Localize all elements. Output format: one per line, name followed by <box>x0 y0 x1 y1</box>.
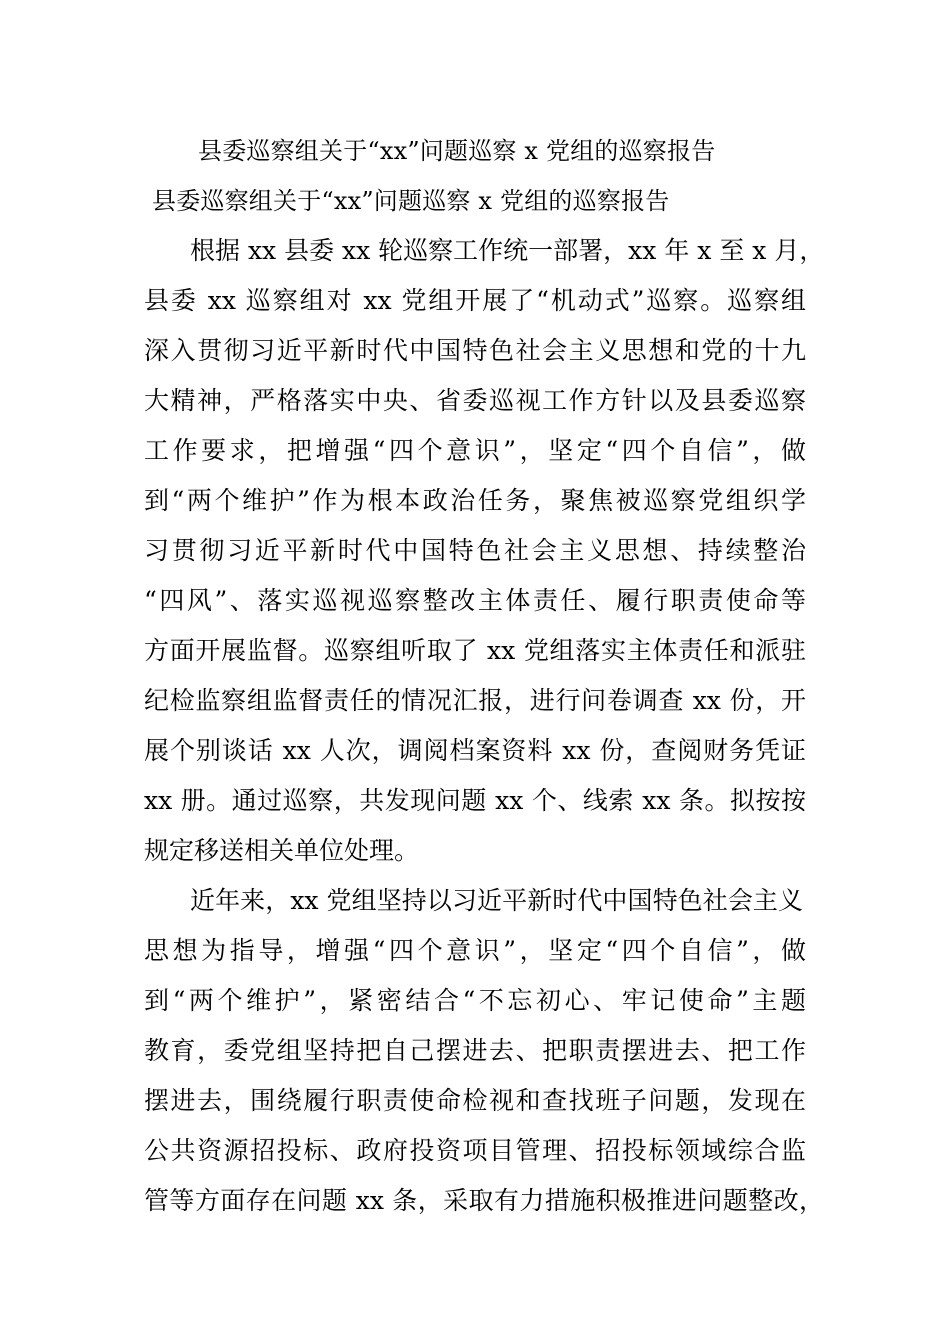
paragraph-1-line: 展个别谈话 xx 人次，调阅档案资料 xx 份，查阅财务凭证 <box>144 736 806 765</box>
paragraph-2-line: 摆进去，围绕履行职责使命检视和查找班子问题，发现在 <box>144 1086 806 1115</box>
paragraph-1-line: 纪检监察组监督责任的情况汇报，进行问卷调查 xx 份，开 <box>144 686 806 715</box>
document-title-line-1: 县委巡察组关于“xx”问题巡察 x 党组的巡察报告 <box>198 137 716 165</box>
paragraph-1-line: 根据 xx 县委 xx 轮巡察工作统一部署，xx 年 x 至 x 月， <box>190 236 825 265</box>
paragraph-2-line: 教育，委党组坚持把自己摆进去、把职责摆进去、把工作 <box>144 1036 806 1065</box>
paragraph-1-line: “四风”、落实巡视巡察整改主体责任、履行职责使命等 <box>144 586 806 615</box>
paragraph-1-line: 规定移送相关单位处理。 <box>144 836 420 865</box>
paragraph-1-line: 习贯彻习近平新时代中国特色社会主义思想、持续整治 <box>144 536 806 565</box>
document-title-line-2: 县委巡察组关于“xx”问题巡察 x 党组的巡察报告 <box>152 187 670 215</box>
paragraph-2-line: 思想为指导，增强“四个意识”，坚定“四个自信”，做 <box>144 936 806 965</box>
paragraph-1-line: 深入贯彻习近平新时代中国特色社会主义思想和党的十九 <box>144 336 806 365</box>
paragraph-2-line: 公共资源招投标、政府投资项目管理、招投标领域综合监 <box>144 1136 806 1165</box>
paragraph-1-line: 大精神，严格落实中央、省委巡视工作方针以及县委巡察 <box>144 386 806 415</box>
paragraph-2-line: 到“两个维护”，紧密结合“不忘初心、牢记使命”主题 <box>144 986 806 1015</box>
paragraph-1-line: xx 册。通过巡察，共发现问题 xx 个、线索 xx 条。拟按按 <box>144 786 806 815</box>
paragraph-1-line: 方面开展监督。巡察组听取了 xx 党组落实主体责任和派驻 <box>144 636 806 665</box>
paragraph-2-line: 管等方面存在问题 xx 条，采取有力措施积极推进问题整改， <box>144 1186 824 1215</box>
paragraph-2-line: 近年来，xx 党组坚持以习近平新时代中国特色社会主义 <box>190 886 803 915</box>
paragraph-1-line: 工作要求，把增强“四个意识”，坚定“四个自信”，做 <box>144 436 806 465</box>
paragraph-1-line: 到“两个维护”作为根本政治任务，聚焦被巡察党组织学 <box>144 486 806 515</box>
paragraph-1-line: 县委 xx 巡察组对 xx 党组开展了“机动式”巡察。巡察组 <box>144 286 806 315</box>
